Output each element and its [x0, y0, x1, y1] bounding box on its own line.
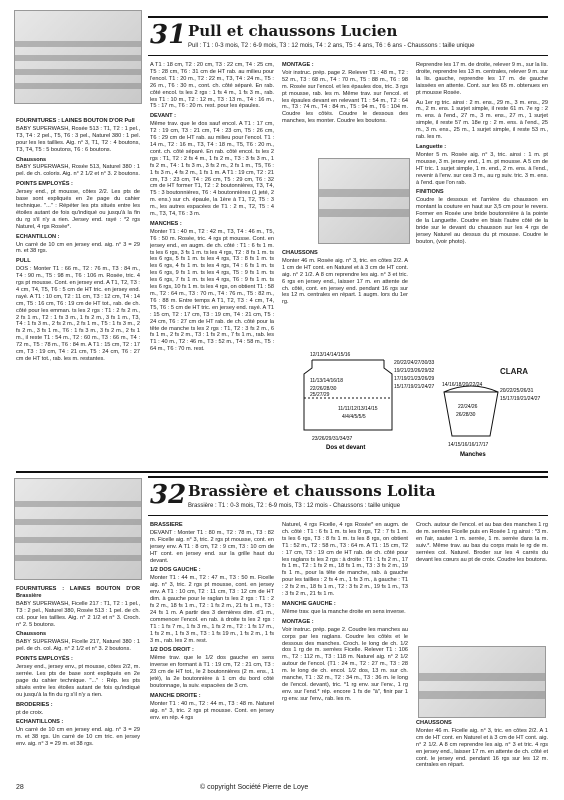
section-sizes: Brassière : T1 : 0-3 mois, T2 : 6-9 mois, T3 : 12 mois - Chaussons : taille unique	[188, 503, 401, 509]
paragraph-heading: POINTS EMPLOYÉS :	[16, 656, 73, 663]
paragraph-text: pt de croix.	[16, 709, 44, 716]
paragraph-text: Monter T1 : 44 m., T2 : 47 m., T3 : 50 m. Ficelle aig. n° 3, tric. 2 rgs pt mousse, cont. en jersey env. A T1 : 10 cm, T2 : 11 cm, T3 : 12 cm de HT dim. à gauche pour le raglan ts les 2 rgs : T1 : 2 fs 2 m., 18 fs 1 m., T2 : 1 fs 2 m., 21 fs 1 m., T3 : 24 fs 1 m. A partir des 3 dernières dim. d'1 m., commencer l'encol. en rab. à droite ts les 2 rgs : T1 : 1 fs 7 m., 1 fs 3 m., 1 fs 2 m., T2 : 1 fs 17 m., 1 fs 2 m., 1 fs 3 m., T3 : 1 fs 19 m., 1 fs 2 m., 1 fs 3 m., rab. les 2 m. rest.	[150, 575, 274, 644]
paragraph-text: Monter 5 m. Rosée aig. n° 3, tric. ainsi : 1 m. pt mousse, 3 m. jersey end., 1 m. pt mousse. A 5 cm de HT tric. 1 surjet simple, 1 m. end., 2 m. ens. à l'end., revenir à l'env. sur ces 3 m., au rg suiv. tric. 3 m. ens. à l'end. que l'on rab.	[416, 151, 548, 186]
paragraph-text: Reprendre les 17 m. de droite, relever 9 m., sur la lis. droite, reprendre les 13 m. centrales, relever 9 m. sur la lis. gauche, reprendre les 17 m. de gauche laissées en attente. Cont. sur les 65 m. obtenues en pt mousse Rosée.	[416, 62, 548, 96]
chaussons-lucien-photo	[318, 158, 410, 244]
paragraph	[416, 189, 548, 245]
paragraph	[416, 144, 548, 186]
section-sizes: Pull : T1 : 0-3 mois, T2 : 6-9 mois, T3 : 12 mois, T4 : 2 ans, T5 : 4 ans, T6 : 6 ans - Chaussons : taille unique	[188, 43, 475, 49]
paragraph	[16, 181, 140, 230]
paragraph	[416, 100, 548, 141]
paragraph-text: DEVANT : Monter T1 : 80 m., T2 : 78 m., T3 : 82 m. Ficelle aig. n° 3, tric. 2 rgs pt mousse, cont. en jersey env. A T1 : 8 cm, T2 : 9 cm, T3 : 10 cm de HT cont. en jersey end. sur la grille haut du devant.	[150, 529, 274, 564]
pull-lucien-photo	[14, 10, 142, 104]
schema-manches	[438, 378, 550, 464]
paragraph-heading: BRODERIES :	[16, 701, 53, 708]
section-title: Brassière et chaussons Lolita	[188, 482, 436, 500]
paragraph	[282, 522, 408, 598]
paragraph-text: BABY SUPERWASH, Ficelle 217 : T1, T2 : 1 pel., T3 : 2 pel., Naturel 380, Rosée 513 : 1 pel. de ch. col. pour les taillies. Aig. n° 2 1/2 et n° 3. Croch. n° 2. 5 boutons.	[16, 600, 140, 628]
paragraph-heading: MONTAGE :	[282, 62, 314, 68]
paragraph-heading: POINTS EMPLOYÉS :	[16, 181, 73, 188]
paragraph-heading: PULL	[16, 258, 31, 265]
paragraph-heading: 1/2 DOS DROIT :	[150, 647, 194, 654]
schema-label: 26/28/30	[456, 412, 476, 418]
paragraph-heading: CHAUSSONS	[282, 250, 318, 256]
paragraph-text: Un carré de 10 cm en jersey end. aig. n° 3 = 29 m. et 38 rgs. Un carré de 10 cm tric. en jersey env. aig. n° 3 = 29 m. et 38 rgs.	[16, 727, 140, 748]
schema-label: 23/26/29/31/34/37	[312, 436, 353, 442]
paragraph	[150, 647, 274, 689]
schema-label: 22/24/26	[458, 404, 478, 410]
paragraph-heading: ECHANTILLONS :	[16, 719, 64, 726]
paragraph	[416, 62, 548, 97]
schema-label: 14/16/18/20/22/24	[442, 382, 483, 388]
paragraph-text: Même trav. que le 1/2 dos gauche en sens inverse en formant à T1 : 19 cm, T2 : 21 cm, T3 : 23 cm de HT tot., le 2 boutonnières (2 m. ens., 1 jeté), la 2e boutonnière à 1 cm du bord côté boutonnage, la suiv. espacées de 3 cm.	[150, 655, 274, 689]
paragraph-text: DOS : Monter T1 : 66 m., T2 : 76 m., T3 : 84 m., T4 : 90 m., T5 : 98 m., T6 : 106 m. Rosée, tric. 4 rgs pt mousse. Cont. en jersey end. A T1, T2, T3 : 4 cm, T4, T5, T6 : 5 cm de HT tric. en jersey end. rayé. A T1 : 10 cm, T2 : 11 cm, T3 : 12 cm, T4 : 14 cm, T5 : 16 cm, T6 : 19 cm de HT tot., rab. de ch. côté pour les emman. ts les 2 rgs : T1 : 2 fs 2 m., 2 fs 1 m., T2 : 1 fs 3 m., 1 fs 2 m., 3 fs 1 m., T3, T4 : 1 fs 3 m., 2 fs 2 m., 2 fs 1 m., T5 : 1 fs 3 m., 2 fs 2 m., 3 fs 1 m., T6 : 1 fs 3 m., 3 fs 2 m., 2 fs 1 m., il reste T1 : 54 m., T2 : 60 m., T3 : 66 m., T4 : 72 m., T5 : 78 m., T6 : 84 m. A T1 : 15 cm, T2 : 17 cm, T3 : 19 cm, T4 : 21 cm, T5 : 24 cm, T6 : 27 cm de HT tot., rab. les m. restantes.	[16, 266, 140, 362]
paragraph-text: Même trav. que la manche droite en sens inverse.	[282, 608, 406, 615]
paragraph-text: Même trav. que le dos sauf encol. A T1 : 17 cm, T2 : 19 cm, T3 : 21 cm, T4 : 23 cm, T5 : 26 cm, T6 : 29 cm de HT rab. au milieu pour l'encol. T1 : 14 m., T2 : 16 m., T3, T4 : 18 m., T5, T6 : 20 m., cont. ch. côté séparé. En rab. côté encol. ts les 2 rgs : T1, T2 : 2 fs 4 m., 1 fs 2 m., T3 : 3 fs 3 m., 1 fs 2 m., T4 : 1 fs 3 m., 3 fs 2 m., 2 fs 1 m., T5, T6 : 1 fs 3 m., 4 fs 2 m., 1 fs 1 m. A T1 : 19 cm, T2 : 21 cm, T3 : 23 cm, T4 : 26 cm, T5 : 29 cm, T6 : 32 cm de HT former T1, T2 : 2 boutonnières, T3, T4, T5 : 3 boutonnières, T6 : 4 boutonnières (1 jeté, 2 m. ens.) sur ch. épaule, la 1ère à T1, T2, T5 : 3 m., les autres espacées de T1 : 2 m., T2, T5 : 4 m., T3, T4, T6 : 3 m.	[150, 121, 274, 218]
paragraph-heading: CHAUSSONS	[416, 720, 452, 726]
paragraph-heading: FOURNITURES : LAINES BOUTON D'OR Brassière	[16, 586, 140, 599]
schema-label: 15/17/19/21/24/27	[500, 396, 541, 402]
paragraph-heading: Languette :	[416, 143, 447, 150]
s32-col-right1	[282, 522, 408, 776]
paragraph	[150, 693, 274, 722]
paragraph-text: BABY SUPERWASH, Rosée 513 : T1, T2 : 1 pel., T3, T4 : 2 pel., T5, T6 : 3 pel., Naturel 380 : 1 pel. pour les les taillies. Aig. n° 3, T1, T2 : 4 boutons, T3, T4, T5 : 5 boutons, T6 : 6 boutons.	[16, 125, 140, 153]
paragraph	[282, 619, 408, 703]
section-title: Pull et chaussons Lucien	[188, 22, 398, 40]
paragraph-text: Monter 46 m. Rosée aig. n° 3, tric. en côtes 2/2. A 1 cm de HT cont. en Naturel et à 3 cm de HT cont. aig. n° 2 1/2. A 8 cm reprendre les aig. n° 3 et tric. 6 rgs en jersey end., laisser 17 m. en attente de ch. côté, cont. en jersey end. pendant 16 rgs sur les 12 m. centrales en répart. 1 augm. lors du 1er rg.	[282, 257, 408, 306]
s32-col-mid	[150, 522, 274, 776]
chaussons-lolita-photo	[418, 646, 546, 718]
paragraph-heading: ECHANTILLON :	[16, 233, 60, 240]
paragraph-text: Voir instruc. prép. page 2. Coudre les manches au corps par les raglans. Coudre les côtés et le dessous des manches. Croch. le long de ch. 1/2 dos 1 rg de m. serrées Ficelle. Relever T1 : 106 m., T2 : 112 m., T3 : 118 m. Naturel aig. n° 2 1/2 autour de l'encol. (T1 : 24 m., T2 : 27 m., T3 : 28 m. le long de ch. encol. 1/2 dos, 13 m. sur ch. manche, T1 : 32 m., T2 : 34 m., T3 : 36 m. le long de l'encol. devant), tric. *1 rg env. sur l'env., 1 rg env. sur l'end.* rép. encore 1 fs de "à", finir par 1 rg env. sur l'env., rab. les m.	[282, 626, 408, 702]
page-number: 28	[16, 784, 24, 791]
paragraph-heading: BRASSIÈRE	[150, 522, 183, 528]
paragraph-text: Au 1er rg tric. ainsi : 2 m. ens., 29 m., 3 m. ens., 29 m., 2 m. ens. 1 surjet simple, il reste 61 m. 7e rg : 2 m. ens. à l'end., 27 m., 3 m. ens., 27 m., 1 surjet simple, il reste 57 m. 18e rg : 2 m. ens. à l'end., 25 m., 3 m. ens., 25 m., 1 surjet simple, il reste 53 m., rab. les m.	[416, 99, 548, 141]
paragraph-text: Un carré de 10 cm en jersey end. aig. n° 3 = 29 m. et 38 rgs.	[16, 241, 140, 255]
schema-label: 20/22/24/27/30/33	[394, 360, 435, 366]
paragraph	[16, 719, 140, 748]
schema-title: Manches	[460, 452, 486, 458]
paragraph	[416, 522, 548, 563]
schema-label: 14/15/16/16/17/17	[448, 442, 489, 448]
paragraph	[282, 250, 408, 306]
schema-label: 17/19/21/23/26/29	[394, 376, 435, 382]
paragraph	[16, 157, 140, 179]
paragraph	[282, 601, 408, 616]
paragraph-text: BABY SUPERWASH, Rosée 513, Naturel 380 : 1 pel. de ch. coloris. Aig. n° 2 1/2 et n° 3. 2 boutons.	[16, 164, 140, 178]
paragraph-text: Monter T1 : 40 m., T2 : 44 m., T3 : 48 m. Naturel aig. n° 3, tric. 2 rgs pt mousse. Cont. en jersey env. en rép. 4 rgs	[150, 700, 274, 721]
paragraph-text: Monter 46 m. Ficelle aig. n° 3, tric. en côtes 2/2. A 1 cm de HT cont. en Naturel et à 3 cm de HT cont. aig. n° 2 1/2. A 8 cm reprendre les aig. n° 3 et tric. 4 rgs en jersey end., laisser 17 m. en attente de ch. côté et cont. le jersey end. pendant 16 rgs sur les 12 m. centrales en répart.	[416, 727, 548, 769]
schema-label: 4/4/4/5/5/5	[342, 414, 366, 420]
paragraph	[150, 62, 274, 110]
copyright: © copyright Société Pierre de Loye	[200, 784, 309, 791]
paragraph	[150, 113, 274, 218]
schema-title: Dos et devant	[326, 445, 366, 451]
paragraph-heading: Chaussons	[16, 156, 47, 163]
paragraph	[16, 234, 140, 256]
s32-col-right2	[416, 522, 548, 642]
paragraph	[150, 522, 274, 564]
paragraph-text: Voir instruc. prép. page 2. Relever T1 : 48 m., T2 : 52 m., T3 : 68 m., T4 : 70 m., T5 : 88 m., T6 : 98 m. Rosée sur l'encol. et les épaules dos, tric. 3 rgs pt mousse, rab. les m. Même trav. sur l'encol. et les épaules devant en relevant T1 : 54 m., T2 : 64 m., T3 : 74 m., T4 : 84 m., T5 : 94 m., T6 : 104 m. Coudre les côtés. Coudre le dessous des manches, les monter. Coudre les boutons.	[282, 69, 408, 125]
paragraph-text: Croch. autour de l'encol. et au bas des manches 1 rg de m. serrées Ficelle puis en Rosée 1 rg ainsi : *3 m. en l'air, sauter 1 m. serrée, 1 m. serrée dans la m. suiv.*. Même trav. au bas du corps mais le rg de m. serrées col. Naturel. Broder sur les 4 carrés du devant les cœurs au pt de croix. Coudre les boutons.	[416, 522, 548, 563]
paragraph	[416, 720, 548, 769]
schema-dos-devant	[282, 348, 442, 456]
paragraph	[16, 258, 140, 363]
s31-col-right1	[282, 62, 408, 152]
paragraph-heading: 1/2 DOS GAUCHE :	[150, 567, 201, 574]
paragraph-text: Jersey end., pt mousse, côtes 2/2. Les pts de base sont expliqués en 2e page du cahier technique. "..." : Répéter les pts situés entre les étoiles autant de fois qu'indiqué ou jusqu'à la fin du rg s'il n'y a rien. Jersey end. rayé : *2 rgs Naturel, 4 rgs Rosée*.	[16, 189, 140, 230]
s32-col-left	[16, 586, 140, 776]
schema-label: 11/11/12/13/14/15	[338, 406, 378, 412]
paragraph-text: A T1 : 18 cm, T2 : 20 cm, T3 : 22 cm, T4 : 25 cm, T5 : 28 cm, T6 : 31 cm de HT rab. au milieu pour l'encol. T1 : 20 m., T2 : 22 m., T3, T4 : 24 m., T5 : 26 m., T6 : 30 m., cont. ch. côté séparé. En rab. côté encol. ts les 2 rgs : 1 fs 4 m., 1 fs 3 m., rab. les T1 : 10 m., T2 : 12 m., T3 : 13 m., T4 : 16 m., T5 : 17 m., T6 : 20 m. rest. pour les épaules.	[150, 62, 274, 110]
s31-col-mid	[150, 62, 274, 470]
schema-label: 25/27/29	[310, 392, 330, 398]
schema-label: 11/13/14/16/18	[310, 378, 343, 384]
paragraph-text: Naturel, 4 rgs Ficelle, 4 rgs Rosée* en augm. de ch. côté : T1 : 6 fs 1 m. ts les 8 rgs, T2 : 7 fs 1 m. ts les 6 rgs, T3 : 8 fs 1 m. ts les 8 rgs, on obtient T1 : 52 m., T2 : 58 m., T3 : 64 m. A T1 : 15 cm, T2 : 17 cm, T3 : 19 cm de HT rab. de ch. côté pour les raglans ts les 2 rgs : à droite : T1 : 1 fs 2 m., 17 fs 1 m., T2 : 1 fs 2 m., 18 fs 1 m., T3 : 3 fs 2 m., 19 fs 1 m., pour la tête de manche, rab. à gauche pour les taillies : 2 fs 4 m., 1 fs 3 m., à gauche : T1 : 2 fs 2 m., 18 fs 1 m., T2 : 3 fs 2 m., 19 fs 1 m., T3 : 3 fs 2 m., 21 fs 1 m.	[282, 522, 408, 598]
paragraph	[282, 62, 408, 125]
schema-label: 19/21/23/26/29/32	[394, 368, 435, 374]
paragraph	[16, 586, 140, 628]
paragraph-heading: FINITIONS	[416, 189, 444, 196]
section-number: 32	[150, 480, 187, 510]
paragraph-heading: DEVANT :	[150, 113, 176, 120]
model-name: CLARA	[500, 367, 528, 376]
section-32-header	[148, 476, 548, 516]
s32-col-right2-chaussons	[416, 720, 548, 778]
paragraph	[16, 631, 140, 653]
paragraph	[16, 118, 140, 154]
schema-label: 22/26/28/30	[310, 386, 337, 392]
schema-label: 12/13/14/14/15/16	[310, 352, 351, 358]
paragraph	[16, 656, 140, 698]
paragraph	[150, 567, 274, 644]
schema-label: 15/17/19/21/24/27	[394, 384, 435, 390]
paragraph-text: Monter T1 : 40 m., T2 : 42 m., T3, T4 : 46 m., T5, T6 : 50 m. Rosée, tric. 4 rgs pt mousse. Cont. en jersey end., en augm. de ch. côté : T1 : 6 fs 1 m. ts les 6 rgs, 3 fs 1 m. ts les 4 rgs, T2 : 8 fs 1 m. ts les 6 rgs, 5 fs 1 m. ts les 4 rgs, T3 : 8 fs 1 m. ts les 6 rgs, 4 fs 1 m. ts les 4 rgs, T4 : 6 fs 1 m. ts les 6 rgs, 9 fs 1 m. ts les 4 rgs, T5 : 9 fs 1 m. ts les 6 rgs, 7 fs 1 m. ts les 4 rgs, T6 : 9 fs 1 m. ts les 6 rgs, 10 fs 1 m. ts les 4 rgs, on obtient T1 : 58 m., T2 : 64 m., T3 : 70 m., T4 : 76 m., T5 : 82 m., T6 : 88 m. Entre temps A T1, T2, T3 : 4 cm, T4, T5, T6 : 5 cm de HT tric. en jersey end. rayé. A T1 : 15 cm, T2 : 17 cm, T3 : 19 cm, T4 : 21 cm, T5 : 24 cm, T6 : 27 cm de HT rab. de ch. côté pour la tête de manche ts les 2 rgs : T1, T2 : 3 fs 2 m., 6 fs 1 m., 2 fs 2 m., T3 : 1 fs 2 m., 7 fs 1 m., rab. les T1 : 40 m., T2 : 46 m., T3 : 52 m., T4 : 58 m., T5 : 64 m., T6 : 70 m. rest.	[150, 228, 274, 353]
section-divider	[16, 471, 548, 473]
schema-label: 20/22/25/26/31	[500, 388, 534, 394]
paragraph-heading: FOURNITURES : LAINES BOUTON D'OR Pull	[16, 118, 135, 124]
paragraph	[16, 702, 140, 717]
s31-col-right2	[416, 62, 548, 362]
s31-col-right1-chaussons	[282, 250, 408, 330]
paragraph-text: BABY SUPERWASH, Ficelle 217, Naturel 380 : 1 pel. de ch. col. Aig. n° 2 1/2 et n° 3. 2 boutons.	[16, 639, 140, 653]
paragraph-text: Coudre le dessous et l'arrière du chausson en montant la couture en haut sur 3,5 cm pour le revers. Former en Rosée une bride boutonnière à la pointe de la Languette. Coudre en biais l'autre côté de la bride sur le devant du chausson sur les 4 rgs de jersey Naturel au dessus du pt mousse. Coudre le bouton, (voir photo).	[416, 197, 548, 245]
s31-col-left	[16, 118, 140, 470]
paragraph-heading: MANCHE DROITE :	[150, 692, 201, 699]
paragraph-heading: MONTAGE :	[282, 618, 314, 625]
paragraph-heading: Chaussons	[16, 631, 47, 638]
paragraph-heading: MANCHES :	[150, 220, 182, 227]
brassiere-lolita-photo	[14, 478, 142, 580]
paragraph-heading: MANCHE GAUCHE :	[282, 600, 336, 607]
section-number: 31	[150, 20, 187, 50]
paragraph	[150, 221, 274, 353]
paragraph-text: Jersey end., jersey env., pt mousse, côtes 2/2, m. serrée. Les pts de base sont expliqués en 2e page du cahier technique. "..." : Rép. les pts situés entre les étoiles autant de fois qu'indiqué ou jusqu'à la fin du rg s'il n'y a rien.	[16, 664, 140, 698]
section-31-header	[148, 16, 548, 56]
